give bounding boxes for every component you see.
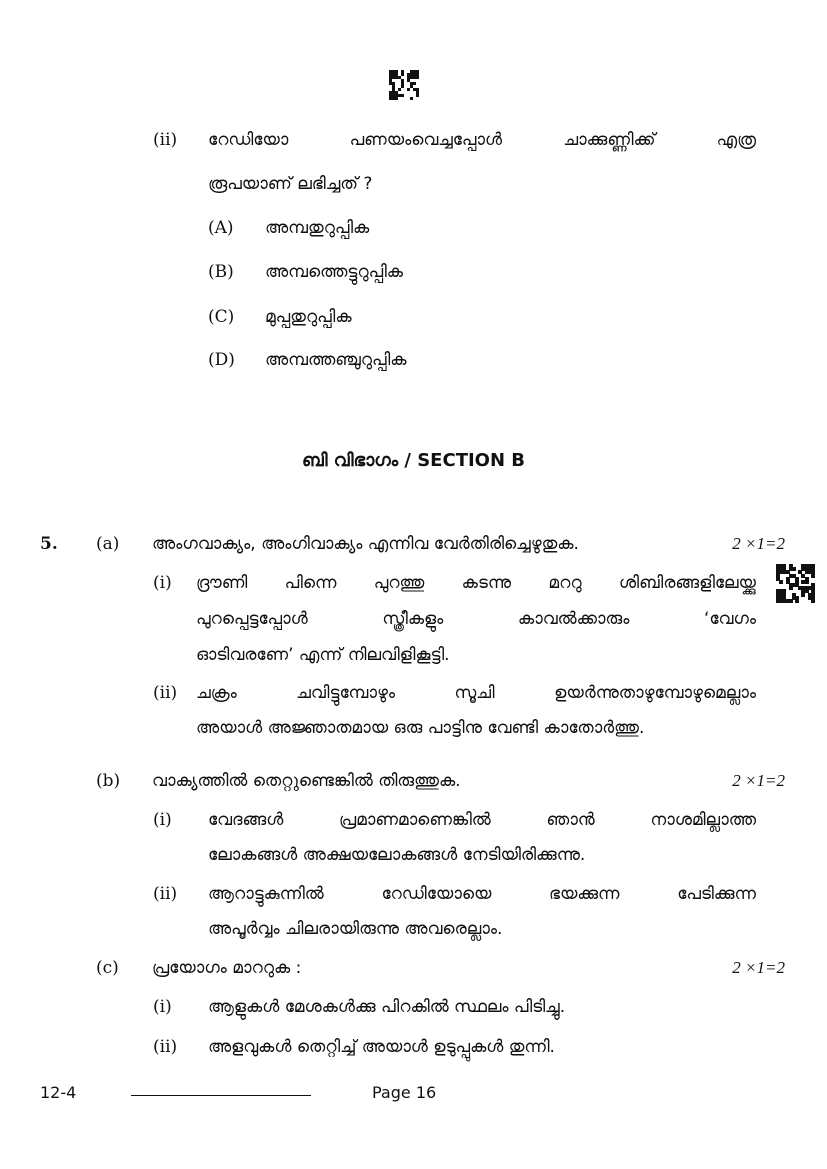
word: പേടിക്കുന്ന (677, 884, 756, 904)
footer-rule (131, 1095, 311, 1096)
footer-code: 12-4 (40, 1083, 77, 1102)
sub-text-b-i-line2: ലോകങ്ങൾ അക്ഷയലോകങ്ങൾ നേടിയിരിക്കുന്നു. (208, 845, 586, 865)
sub-text-b-ii-line2: അപൂർവ്വം ചിലരായിരുന്നു അവരെല്ലാം. (208, 919, 503, 939)
sub-text-c-ii: അളവുകൾ തെറ്റിച്ച് അയാൾ ഉടുപ്പുകൾ തുന്നി. (208, 1037, 555, 1057)
word: കാവൽക്കാരും (517, 609, 630, 629)
sub-label-b-i: (i) (153, 810, 172, 830)
sub-label-a-ii: (ii) (153, 683, 178, 703)
sub-text-a-ii-line2: അയാൾ അജ്ഞാതമായ ഒരു പാട്ടിനു വേണ്ടി കാതോർത്തു. (196, 718, 645, 738)
qr-code-top (389, 70, 419, 100)
question-number: 5. (40, 534, 58, 554)
part-label-c: (c) (96, 958, 119, 978)
qr-code-side (776, 564, 814, 602)
sub-text-a-i-line1 (196, 573, 756, 593)
part-label-b: (b) (96, 771, 121, 791)
word: ചവിട്ടുമ്പോഴും (296, 683, 395, 703)
word: പുറത്തു (373, 573, 425, 593)
question-sub-label: (ii) (153, 130, 178, 150)
option-label-b: (B) (208, 262, 234, 282)
marks-c: 2 ×1=2 (732, 958, 785, 977)
sub-text-a-i-line2 (196, 609, 756, 629)
word: എത്ര (716, 130, 756, 150)
part-label-a: (a) (96, 534, 120, 554)
word: ആറാട്ടുകുന്നിൽ (208, 884, 324, 904)
word: ചാക്കുണ്ണിക്ക് (563, 130, 656, 150)
option-text-d: അമ്പത്തഞ്ചുറുപ്പിക (265, 350, 407, 370)
word: റേഡിയോയെ (381, 884, 492, 904)
word: ഭയക്കുന്ന (549, 884, 620, 904)
word: പുറപ്പെട്ടപ്പോൾ (196, 609, 308, 629)
question-text-line2: രൂപയാണ് ലഭിച്ചത് ? (208, 174, 373, 194)
word: വേദങ്ങൾ (208, 810, 284, 830)
word: സ്ത്രീകളും (382, 609, 444, 629)
word: ചക്രം (196, 683, 237, 703)
question-text-line1 (208, 130, 756, 150)
sub-label-b-ii: (ii) (153, 884, 178, 904)
sub-text-b-ii-line1 (208, 884, 756, 904)
sub-text-b-i-line1 (208, 810, 756, 830)
sub-label-c-i: (i) (153, 997, 172, 1017)
word: ‘വേഗം (703, 609, 756, 629)
word: നാശമില്ലാത്ത (650, 810, 756, 830)
sub-text-a-ii-line1 (196, 683, 756, 703)
word: മററു (548, 573, 582, 593)
word: പിന്നെ (284, 573, 337, 593)
word: റേഡിയോ (208, 130, 289, 150)
part-prompt-c: പ്രയോഗം മാററുക : (152, 958, 302, 978)
section-heading: ബി വിഭാഗം / SECTION B (301, 450, 526, 471)
word: ദ്രൗണി (196, 573, 248, 593)
sub-label-c-ii: (ii) (153, 1037, 178, 1057)
word: പണയംവെച്ചപ്പോൾ (349, 130, 503, 150)
option-label-d: (D) (208, 350, 235, 370)
sub-label-a-i: (i) (153, 573, 172, 593)
marks-b: 2 ×1=2 (732, 771, 785, 790)
sub-text-a-i-line3: ഓടിവരണേ’ എന്ന് നിലവിളികൂട്ടി. (196, 645, 450, 665)
footer-page-number: Page 16 (372, 1083, 437, 1102)
marks-a: 2 ×1=2 (732, 534, 785, 553)
part-prompt-a: അംഗവാക്യം, അംഗിവാക്യം എന്നിവ വേർതിരിച്ചെഴുതുക. (152, 534, 579, 554)
option-text-c: മുപ്പതുറുപ്പിക (265, 307, 352, 327)
word: ശിബിരങ്ങളിലേയ്ക്കു (618, 573, 756, 593)
word: ഞാൻ (546, 810, 595, 830)
part-prompt-b: വാക്യത്തിൽ തെറ്റുണ്ടെങ്കിൽ തിരുത്തുക. (152, 771, 461, 791)
word: കടന്നു (461, 573, 512, 593)
sub-text-c-i: ആളുകൾ മേശകൾക്കു പിറകിൽ സ്ഥലം പിടിച്ചു. (208, 997, 566, 1017)
word: സൂചി (454, 683, 495, 703)
option-label-c: (C) (208, 307, 235, 327)
word: ഉയർന്നുതാഴുമ്പോഴുമെല്ലാം (554, 683, 756, 703)
option-label-a: (A) (208, 218, 234, 238)
word: പ്രമാണമാണെങ്കിൽ (338, 810, 491, 830)
option-text-a: അമ്പതുറുപ്പിക (265, 218, 370, 238)
option-text-b: അമ്പത്തെട്ടുറുപ്പിക (265, 262, 404, 282)
